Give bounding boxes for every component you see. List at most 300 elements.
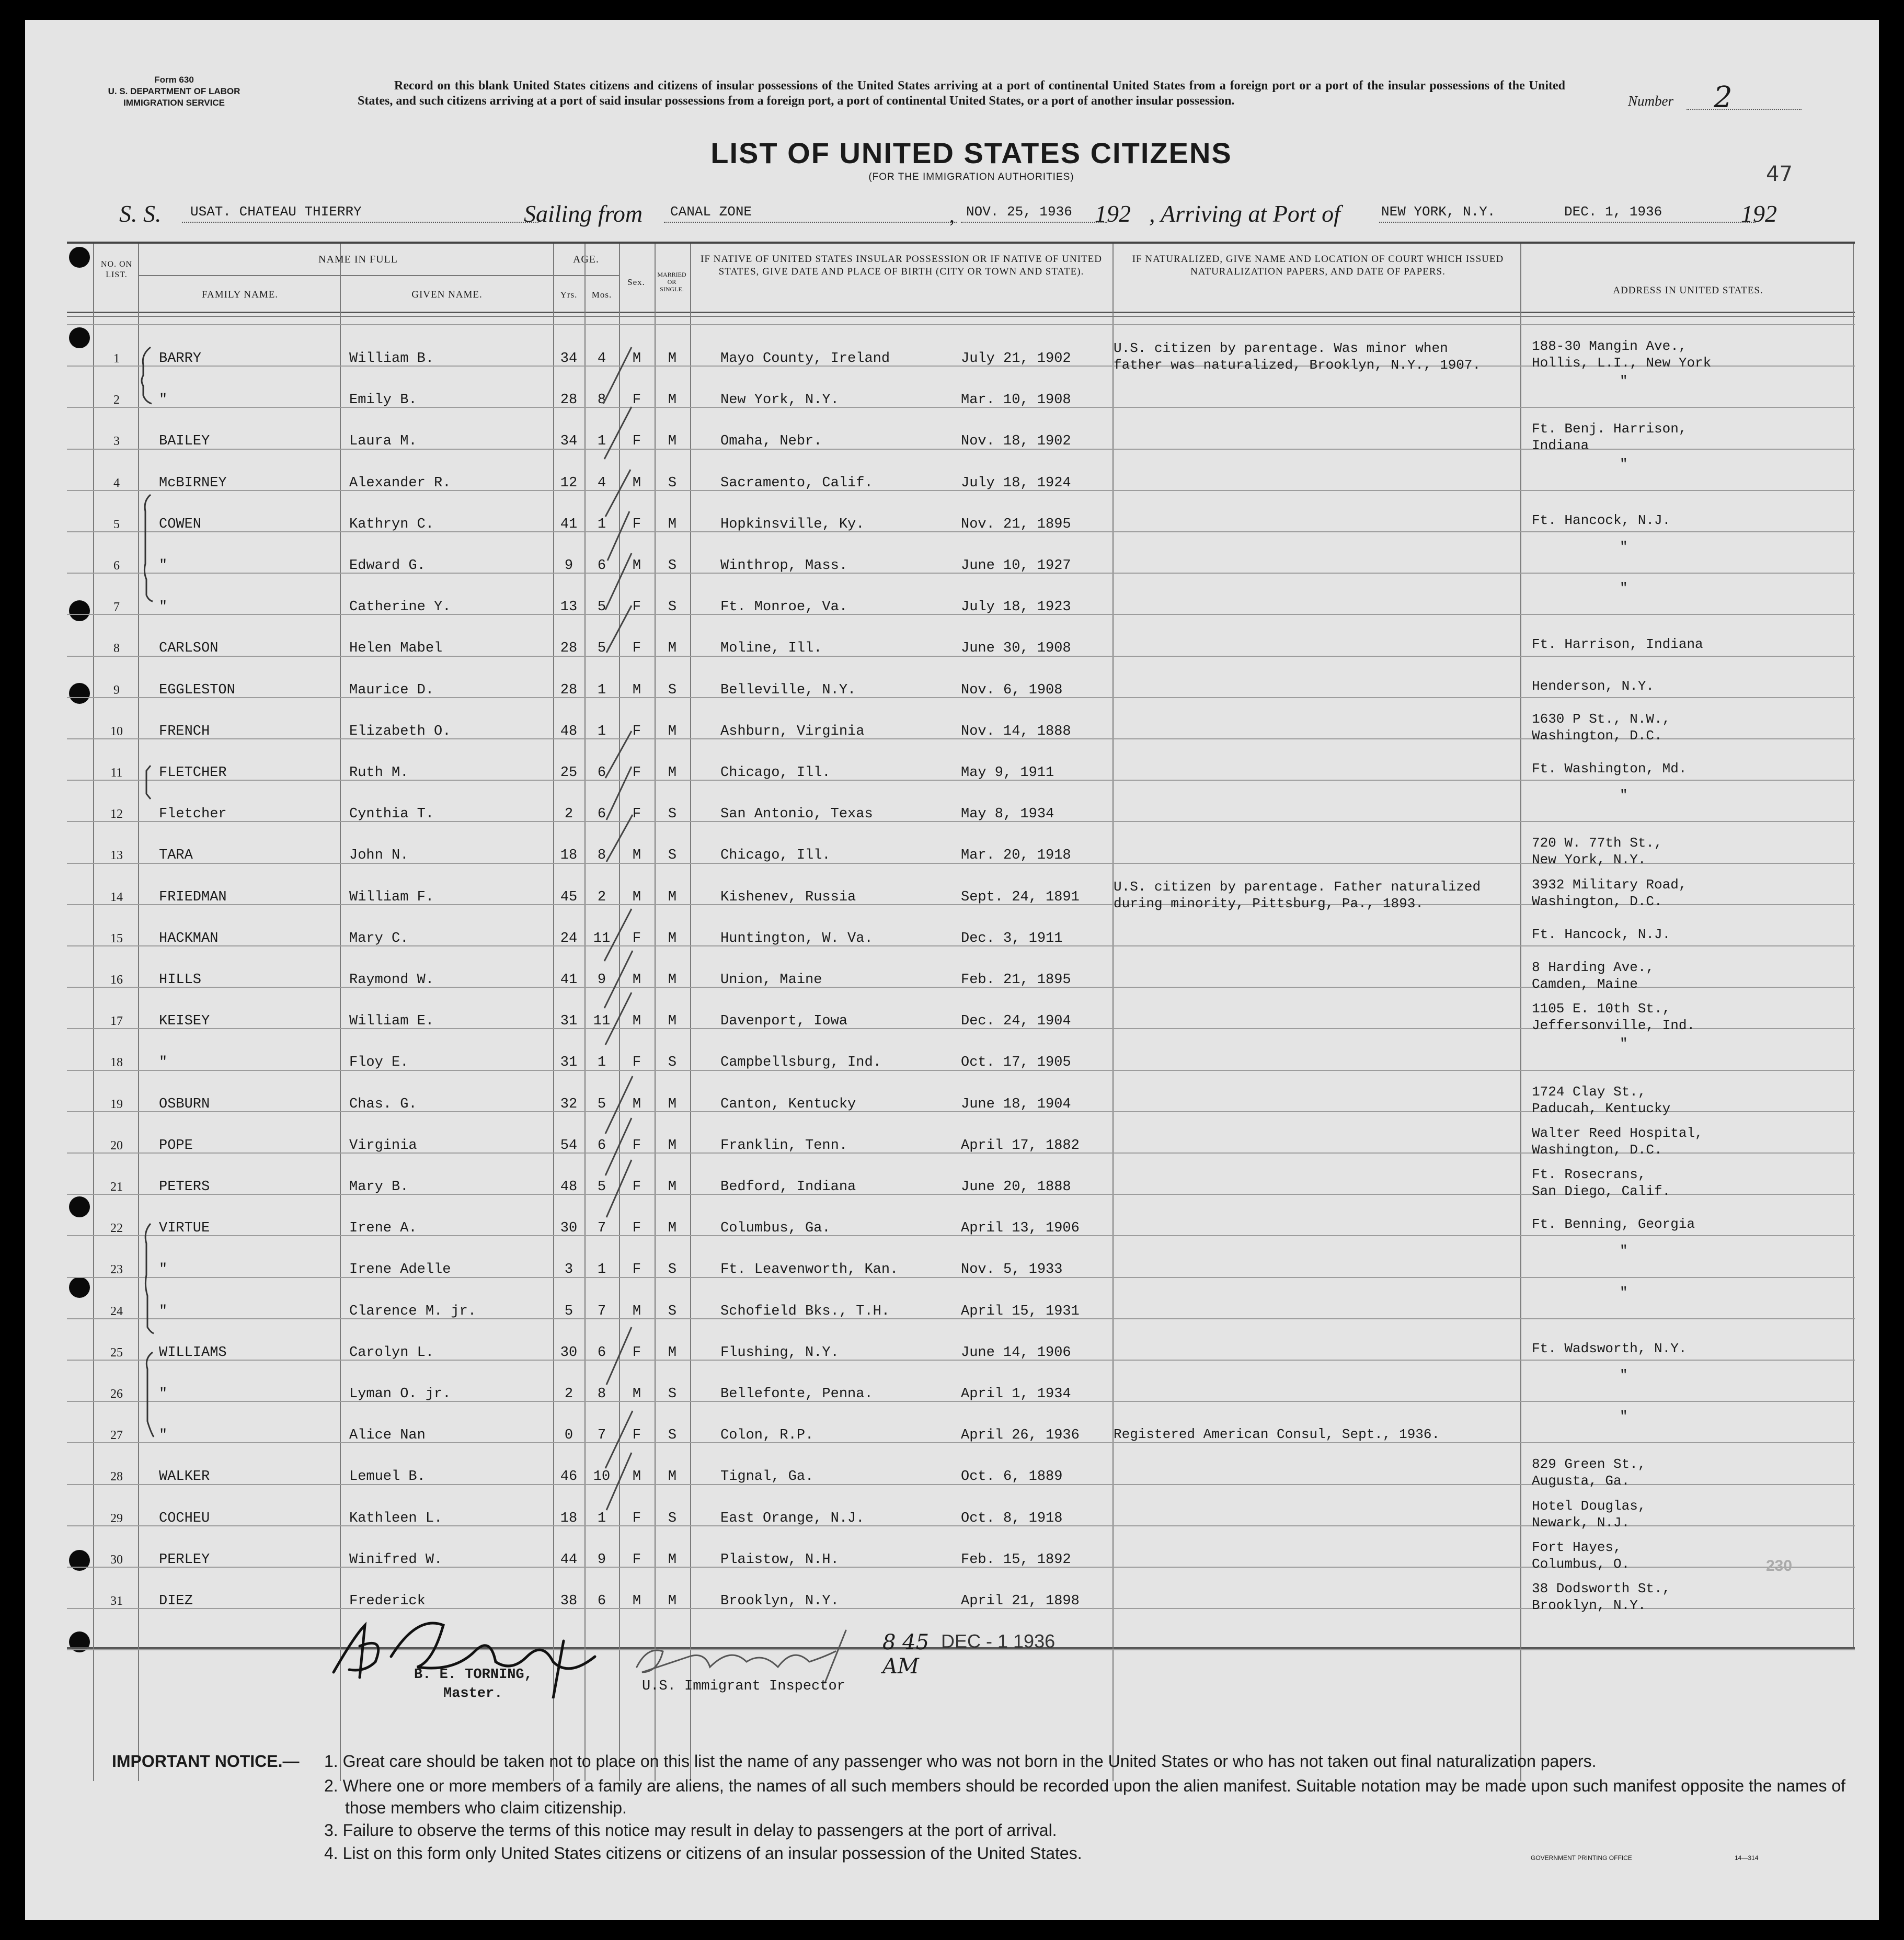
cell-given: Maurice D. [349, 682, 434, 698]
bracket-virtue [145, 1224, 154, 1333]
cell-sex: F [632, 1138, 641, 1154]
corner-stamp: 230 [1766, 1557, 1793, 1574]
cell-no: 11 [110, 766, 123, 780]
cell-no: 31 [110, 1594, 123, 1608]
cell-sex: F [632, 806, 641, 822]
cell-ms: S [668, 1386, 677, 1402]
cell-no: 9 [113, 683, 120, 697]
cell-mos: 8 [597, 1386, 606, 1402]
col-header-no: NO. ON LIST. [100, 260, 133, 279]
cell-mos: 6 [597, 558, 606, 574]
cell-address: " [1620, 580, 1628, 596]
cell-address: Ft. Washington, Md. [1532, 761, 1687, 777]
cell-no: 20 [110, 1139, 123, 1152]
cell-yrs: 5 [564, 1304, 574, 1319]
cell-sex: M [632, 351, 641, 367]
form-number: Form 630 [154, 75, 194, 85]
form-title: LIST OF UNITED STATES CITIZENS [710, 136, 1232, 169]
cell-sex: F [632, 1220, 641, 1236]
cell-address: Ft. Hancock, N.J. [1532, 927, 1671, 942]
cell-date: April 13, 1906 [961, 1220, 1080, 1236]
cell-sex: M [632, 475, 641, 491]
cell-family: BAILEY [159, 433, 210, 449]
date-stamp: DEC - 1 1936 [941, 1630, 1056, 1652]
cell-date: July 21, 1902 [961, 351, 1071, 367]
cell-address-line2: Washington, D.C. [1532, 728, 1662, 744]
cell-address: Ft. Wadsworth, N.Y. [1532, 1341, 1687, 1356]
cell-ms: M [668, 1138, 677, 1154]
cell-given: Virginia [349, 1138, 417, 1154]
sailing-comma: , [949, 203, 955, 227]
cell-ms: M [668, 889, 677, 905]
cell-family: VIRTUE [159, 1220, 210, 1236]
cell-family: " [159, 1262, 168, 1277]
cell-family: OSBURN [159, 1097, 210, 1112]
cell-mos: 9 [597, 1552, 606, 1568]
cell-family: EGGLESTON [159, 682, 235, 698]
cell-no: 1 [113, 352, 120, 366]
cell-given: William E. [349, 1013, 434, 1029]
cell-address-line2: Camden, Maine [1532, 976, 1638, 992]
cell-date: Sept. 24, 1891 [961, 889, 1080, 905]
cell-given: Edward G. [349, 558, 426, 574]
cell-ms: S [668, 475, 677, 491]
cell-address: Ft. Hancock, N.J. [1532, 512, 1671, 528]
cell-sex: F [632, 1511, 641, 1526]
notice-item-3: 3. Failure to observe the terms of this notice may result in delay to passengers at the port of arrival. [324, 1821, 1057, 1840]
cell-given: Irene Adelle [349, 1262, 451, 1277]
cell-given: John N. [349, 848, 409, 863]
cell-yrs: 2 [564, 806, 574, 822]
cell-no: 19 [110, 1098, 123, 1111]
cell-family: " [159, 1055, 168, 1070]
cell-address-line2: Hollis, L.I., New York [1532, 355, 1712, 371]
cell-date: Oct. 6, 1889 [961, 1469, 1063, 1485]
cell-yrs: 18 [560, 1511, 578, 1526]
cell-place: Canton, Kentucky [720, 1097, 856, 1112]
bracket-cowen [144, 495, 153, 601]
bracket-fletcher [146, 766, 151, 799]
cell-given: Helen Mabel [349, 641, 443, 656]
cell-mos: 6 [597, 806, 606, 822]
cell-ms: M [668, 1097, 677, 1112]
col-header-sex: Sex. [627, 277, 645, 287]
notice-item-4: 4. List on this form only United States citizens or citizens of an insular possession of the United States. [324, 1844, 1082, 1863]
cell-no: 12 [110, 807, 123, 821]
cell-date: Nov. 18, 1902 [961, 433, 1071, 449]
cell-yrs: 46 [560, 1469, 578, 1485]
cell-address: 8 Harding Ave., [1532, 960, 1655, 975]
cell-no: 15 [110, 932, 123, 945]
cell-given: Raymond W. [349, 972, 434, 988]
cell-address: 3932 Military Road, [1532, 877, 1687, 893]
cell-family: FRIEDMAN [159, 889, 227, 905]
cell-family: FRENCH [159, 724, 210, 739]
cell-sex: M [632, 972, 641, 988]
cell-place: Ashburn, Virginia [720, 724, 865, 739]
cell-family: " [159, 1428, 168, 1443]
cell-naturalization: Registered American Consul, Sept., 1936. [1114, 1427, 1440, 1442]
form-subtitle: (FOR THE IMMIGRATION AUTHORITIES) [868, 172, 1074, 182]
cell-ms: S [668, 682, 677, 698]
cell-family: CARLSON [159, 641, 219, 656]
cell-mos: 7 [597, 1220, 606, 1236]
cell-address-line2: Newark, N.J. [1532, 1515, 1630, 1531]
cell-given: Mary C. [349, 931, 409, 946]
sailing-date: NOV. 25, 1936 [966, 204, 1072, 220]
cell-given: Cynthia T. [349, 806, 434, 822]
cell-mos: 1 [597, 1055, 606, 1070]
cell-place: Bedford, Indiana [720, 1179, 856, 1195]
cell-naturalization: father was naturalized, Brooklyn, N.Y., 1907. [1114, 357, 1481, 373]
col-header-age: AGE. [572, 254, 600, 265]
arrival-date: DEC. 1, 1936 [1564, 204, 1662, 220]
cell-place: Winthrop, Mass. [720, 558, 848, 574]
cell-date: Oct. 17, 1905 [961, 1055, 1071, 1070]
cell-yrs: 9 [564, 558, 574, 574]
cell-yrs: 30 [560, 1345, 578, 1361]
cell-mos: 7 [597, 1428, 606, 1443]
cell-no: 26 [110, 1387, 123, 1401]
bracket-williams [146, 1352, 154, 1437]
cell-mos: 6 [597, 1345, 606, 1361]
cell-yrs: 48 [560, 1179, 578, 1195]
cell-date: April 17, 1882 [961, 1138, 1080, 1154]
cell-date: April 26, 1936 [961, 1428, 1080, 1443]
cell-yrs: 41 [560, 972, 578, 988]
cell-address: " [1620, 1285, 1628, 1300]
cell-given: Carolyn L. [349, 1345, 434, 1361]
cell-mos: 4 [597, 351, 606, 367]
cell-place: Davenport, Iowa [720, 1013, 848, 1029]
cell-ms: M [668, 1179, 677, 1195]
cell-sex: F [632, 641, 641, 656]
cell-date: Feb. 21, 1895 [961, 972, 1071, 988]
cell-place: Colon, R.P. [720, 1428, 814, 1443]
cell-mos: 1 [597, 433, 606, 449]
cell-yrs: 31 [560, 1055, 578, 1070]
cell-sex: M [632, 558, 641, 574]
cell-mos: 6 [597, 1593, 606, 1609]
cell-sex: F [632, 392, 641, 408]
number-label: Number [1628, 93, 1673, 109]
cell-given: William F. [349, 889, 434, 905]
master-signature [349, 1604, 352, 1605]
ss-label: S. S. [119, 200, 162, 227]
sailing-label: Sailing from [524, 200, 643, 227]
cell-ms: M [668, 765, 677, 781]
cell-yrs: 41 [560, 517, 578, 532]
cell-family: DIEZ [159, 1593, 193, 1609]
cell-place: New York, N.Y. [720, 392, 839, 408]
cell-date: Feb. 15, 1892 [961, 1552, 1071, 1568]
cell-family: TARA [159, 848, 193, 863]
cell-given: Alice Nan [349, 1428, 426, 1443]
cell-yrs: 2 [564, 1386, 574, 1402]
cell-no: 3 [113, 435, 120, 448]
cell-given: Kathryn C. [349, 517, 434, 532]
cell-address: 829 Green St., [1532, 1456, 1646, 1472]
cell-family: COWEN [159, 517, 202, 532]
cell-mos: 7 [597, 1304, 606, 1319]
cell-ms: M [668, 1469, 677, 1485]
cell-sex: M [632, 682, 641, 698]
cell-date: July 18, 1924 [961, 475, 1071, 491]
cell-family: PERLEY [159, 1552, 210, 1568]
cell-address: 1105 E. 10th St., [1532, 1001, 1671, 1017]
cell-mos: 8 [597, 848, 606, 863]
cell-mos: 4 [597, 475, 606, 491]
cell-date: Mar. 20, 1918 [961, 848, 1071, 863]
cell-family: HACKMAN [159, 931, 219, 946]
cell-no: 18 [110, 1056, 123, 1069]
cell-mos: 8 [597, 392, 606, 408]
col-header-mos: Mos. [591, 290, 612, 300]
form-instructions: Record on this blank United States citizens and citizens of insular possessions of the United States arriving at a port of continental United States from a foreign port or a port of the insular possessions of the United States, and such citizens arriving at a port of said insular possessions from a foreign port, a port of continental United States, or a port of another insular possession. [358, 79, 1565, 108]
cell-yrs: 3 [564, 1262, 574, 1277]
cell-place: Omaha, Nebr. [720, 433, 822, 449]
cell-no: 22 [110, 1222, 123, 1235]
cell-family: Fletcher [159, 806, 227, 822]
cell-address: 38 Dodsworth St., [1532, 1581, 1671, 1596]
cell-address: " [1620, 373, 1628, 389]
master-signature-mark [323, 1604, 616, 1698]
printer-imprint: GOVERNMENT PRINTING OFFICE [1531, 1854, 1632, 1862]
cell-mos: 11 [593, 931, 611, 946]
cell-place: Flushing, N.Y. [720, 1345, 839, 1361]
service-name: IMMIGRATION SERVICE [123, 98, 225, 108]
cell-naturalization: during minority, Pittsburg, Pa., 1893. [1114, 896, 1424, 911]
cell-sex: M [632, 1469, 641, 1485]
cell-place: Schofield Bks., T.H. [720, 1304, 890, 1319]
cell-sex: F [632, 1428, 641, 1443]
cell-yrs: 13 [560, 599, 578, 615]
cell-no: 24 [110, 1305, 123, 1318]
cell-place: Bellefonte, Penna. [720, 1386, 873, 1402]
notice-item-1: 1. Great care should be taken not to place on this list the name of any passenger who was not born in the United States or who has not taken out final naturalization papers. [324, 1752, 1597, 1771]
cell-sex: F [632, 724, 641, 739]
cell-no: 2 [113, 393, 120, 407]
cell-yrs: 18 [560, 848, 578, 863]
cell-place: Ft. Monroe, Va. [720, 599, 848, 615]
cell-ms: M [668, 392, 677, 408]
cell-yrs: 45 [560, 889, 578, 905]
cell-yrs: 34 [560, 351, 578, 367]
cell-place: Plaistow, N.H. [720, 1552, 839, 1568]
cell-no: 17 [110, 1014, 123, 1028]
cell-no: 8 [113, 642, 120, 655]
cell-no: 16 [110, 973, 123, 987]
cell-place: Brooklyn, N.Y. [720, 1593, 839, 1609]
col-header-birth: IF NATIVE OF UNITED STATES INSULAR POSSESSION OR IF NATIVE OF UNITED STATES, GIVE DATE AND PLACE OF BIRTH (CITY OR TOWN AND STATE). [701, 254, 1102, 277]
cell-family: McBIRNEY [159, 475, 227, 491]
cell-date: Oct. 8, 1918 [961, 1511, 1063, 1526]
cell-date: May 9, 1911 [961, 765, 1054, 781]
cell-mos: 1 [597, 724, 606, 739]
cell-ms: M [668, 1593, 677, 1609]
cell-date: June 10, 1927 [961, 558, 1071, 574]
cell-no: 4 [113, 476, 120, 490]
cell-address-line2: Augusta, Ga. [1532, 1473, 1630, 1489]
cell-ms: M [668, 931, 677, 946]
cell-place: Belleville, N.Y. [720, 682, 856, 698]
cell-date: June 30, 1908 [961, 641, 1071, 656]
time-stamp: 8 45 AM [882, 1630, 930, 1679]
number-value: 2 [1714, 81, 1733, 115]
cell-sex: F [632, 599, 641, 615]
cell-no: 29 [110, 1512, 123, 1525]
cell-given: Winifred W. [349, 1552, 443, 1568]
cell-address-line2: Paducah, Kentucky [1532, 1101, 1671, 1116]
cell-given: Lemuel B. [349, 1469, 426, 1485]
printer-code: 14—314 [1735, 1854, 1759, 1862]
cell-place: Tignal, Ga. [720, 1469, 814, 1485]
page-mark: 47 [1766, 162, 1793, 186]
cell-sex: F [632, 1262, 641, 1277]
cell-given: Elizabeth O. [349, 724, 451, 739]
cell-yrs: 30 [560, 1220, 578, 1236]
master-title: Master. [443, 1686, 503, 1702]
cell-yrs: 44 [560, 1552, 578, 1568]
cell-ms: S [668, 806, 677, 822]
cell-place: Hopkinsville, Ky. [720, 517, 865, 532]
cell-no: 5 [113, 518, 120, 531]
cell-sex: M [632, 889, 641, 905]
cell-given: Clarence M. jr. [349, 1304, 477, 1319]
cell-place: Kishenev, Russia [720, 889, 856, 905]
cell-ms: M [668, 1552, 677, 1568]
cell-address-line2: Washington, D.C. [1532, 894, 1662, 909]
cell-place: San Antonio, Texas [720, 806, 873, 822]
cell-yrs: 31 [560, 1013, 578, 1029]
cell-mos: 1 [597, 1262, 606, 1277]
cell-date: Nov. 14, 1888 [961, 724, 1071, 739]
cell-yrs: 54 [560, 1138, 578, 1154]
cell-place: Ft. Leavenworth, Kan. [720, 1262, 899, 1277]
cell-no: 23 [110, 1263, 123, 1276]
cell-date: Dec. 3, 1911 [961, 931, 1063, 946]
cell-place: Chicago, Ill. [720, 848, 831, 863]
cell-ms: M [668, 1220, 677, 1236]
cell-place: Sacramento, Calif. [720, 475, 873, 491]
cell-family: " [159, 599, 168, 615]
cell-sex: F [632, 1055, 641, 1070]
cell-mos: 5 [597, 599, 606, 615]
cell-ms: S [668, 1262, 677, 1277]
cell-given: Laura M. [349, 433, 417, 449]
cell-given: Ruth M. [349, 765, 409, 781]
cell-given: Irene A. [349, 1220, 417, 1236]
cell-no: 10 [110, 725, 123, 738]
cell-ms: S [668, 1428, 677, 1443]
cell-mos: 2 [597, 889, 606, 905]
cell-mos: 11 [593, 1013, 611, 1029]
cell-date: Dec. 24, 1904 [961, 1013, 1071, 1029]
cell-date: Mar. 10, 1908 [961, 392, 1071, 408]
cell-date: April 1, 1934 [961, 1386, 1071, 1402]
cell-address: 188-30 Mangin Ave., [1532, 338, 1687, 354]
cell-given: Mary B. [349, 1179, 409, 1195]
cell-given: Alexander R. [349, 475, 451, 491]
cell-address: 1724 Clay St., [1532, 1084, 1646, 1100]
notice-item-2: 2. Where one or more members of a family are aliens, the names of all such members should be recorded upon the alien manifest. Suitable notation may be made upon such manifest opposite the names of those members who claim citizenship. [324, 1776, 1846, 1817]
cell-yrs: 48 [560, 724, 578, 739]
cell-ms: M [668, 351, 677, 367]
cell-ms: M [668, 517, 677, 532]
cell-no: 27 [110, 1429, 123, 1442]
cell-sex: M [632, 1386, 641, 1402]
cell-place: Union, Maine [720, 972, 822, 988]
cell-sex: M [632, 848, 641, 863]
cell-family: " [159, 392, 168, 408]
cell-yrs: 0 [564, 1428, 574, 1443]
cell-sex: F [632, 1552, 641, 1568]
col-header-given: GIVEN NAME. [411, 289, 483, 300]
cell-place: Campbellsburg, Ind. [720, 1055, 881, 1070]
cell-no: 6 [113, 559, 120, 573]
cell-address-line2: Columbus, O. [1532, 1556, 1630, 1572]
cell-yrs: 38 [560, 1593, 578, 1609]
cell-date: April 21, 1898 [961, 1593, 1080, 1609]
cell-family: WALKER [159, 1469, 210, 1485]
cell-no: 30 [110, 1553, 123, 1567]
cell-address: " [1620, 1243, 1628, 1259]
bracket-barry [142, 347, 152, 404]
cell-mos: 9 [597, 972, 606, 988]
cell-yrs: 32 [560, 1097, 578, 1112]
cell-given: Emily B. [349, 392, 417, 408]
cell-yrs: 25 [560, 765, 578, 781]
cell-sex: M [632, 1013, 641, 1029]
cell-date: June 14, 1906 [961, 1345, 1071, 1361]
col-header-naturalized: IF NATURALIZED, GIVE NAME AND LOCATION OF COURT WHICH ISSUED NATURALIZATION PAPERS, AND DATE OF PAPERS. [1132, 254, 1504, 277]
cell-mos: 1 [597, 517, 606, 532]
cell-mos: 5 [597, 1097, 606, 1112]
cell-address: Walter Reed Hospital, [1532, 1125, 1703, 1141]
cell-given: Frederick [349, 1593, 426, 1609]
cell-mos: 1 [597, 1511, 606, 1526]
manifest-sheet [25, 20, 1879, 1920]
cell-no: 28 [110, 1470, 123, 1483]
cell-yrs: 28 [560, 682, 578, 698]
cell-family: " [159, 558, 168, 574]
cell-address: " [1620, 1367, 1628, 1383]
cell-sex: M [632, 1304, 641, 1319]
cell-address: Ft. Rosecrans, [1532, 1167, 1646, 1182]
cell-mos: 1 [597, 682, 606, 698]
cell-sex: M [632, 1593, 641, 1609]
cell-place: Columbus, Ga. [720, 1220, 831, 1236]
cell-mos: 5 [597, 641, 606, 656]
cell-address: " [1620, 1036, 1628, 1052]
cell-sex: F [632, 1179, 641, 1195]
cell-sex: M [632, 1097, 641, 1112]
cell-date: Nov. 21, 1895 [961, 517, 1071, 532]
cell-date: May 8, 1934 [961, 806, 1054, 822]
cell-address-line2: San Diego, Calif. [1532, 1183, 1671, 1199]
cell-no: 7 [113, 600, 120, 614]
cell-place: East Orange, N.J. [720, 1511, 865, 1526]
cell-sex: F [632, 765, 641, 781]
cell-address: Ft. Benning, Georgia [1532, 1216, 1695, 1232]
cell-address-line2: New York, N.Y. [1532, 852, 1646, 868]
cell-address: " [1620, 457, 1628, 472]
cell-mos: 6 [597, 1138, 606, 1154]
col-header-name: NAME IN FULL [318, 254, 398, 265]
cell-address-line2: Jeffersonville, Ind. [1532, 1018, 1695, 1033]
cell-ms: M [668, 641, 677, 656]
arrival-year: 192 [1741, 200, 1777, 227]
